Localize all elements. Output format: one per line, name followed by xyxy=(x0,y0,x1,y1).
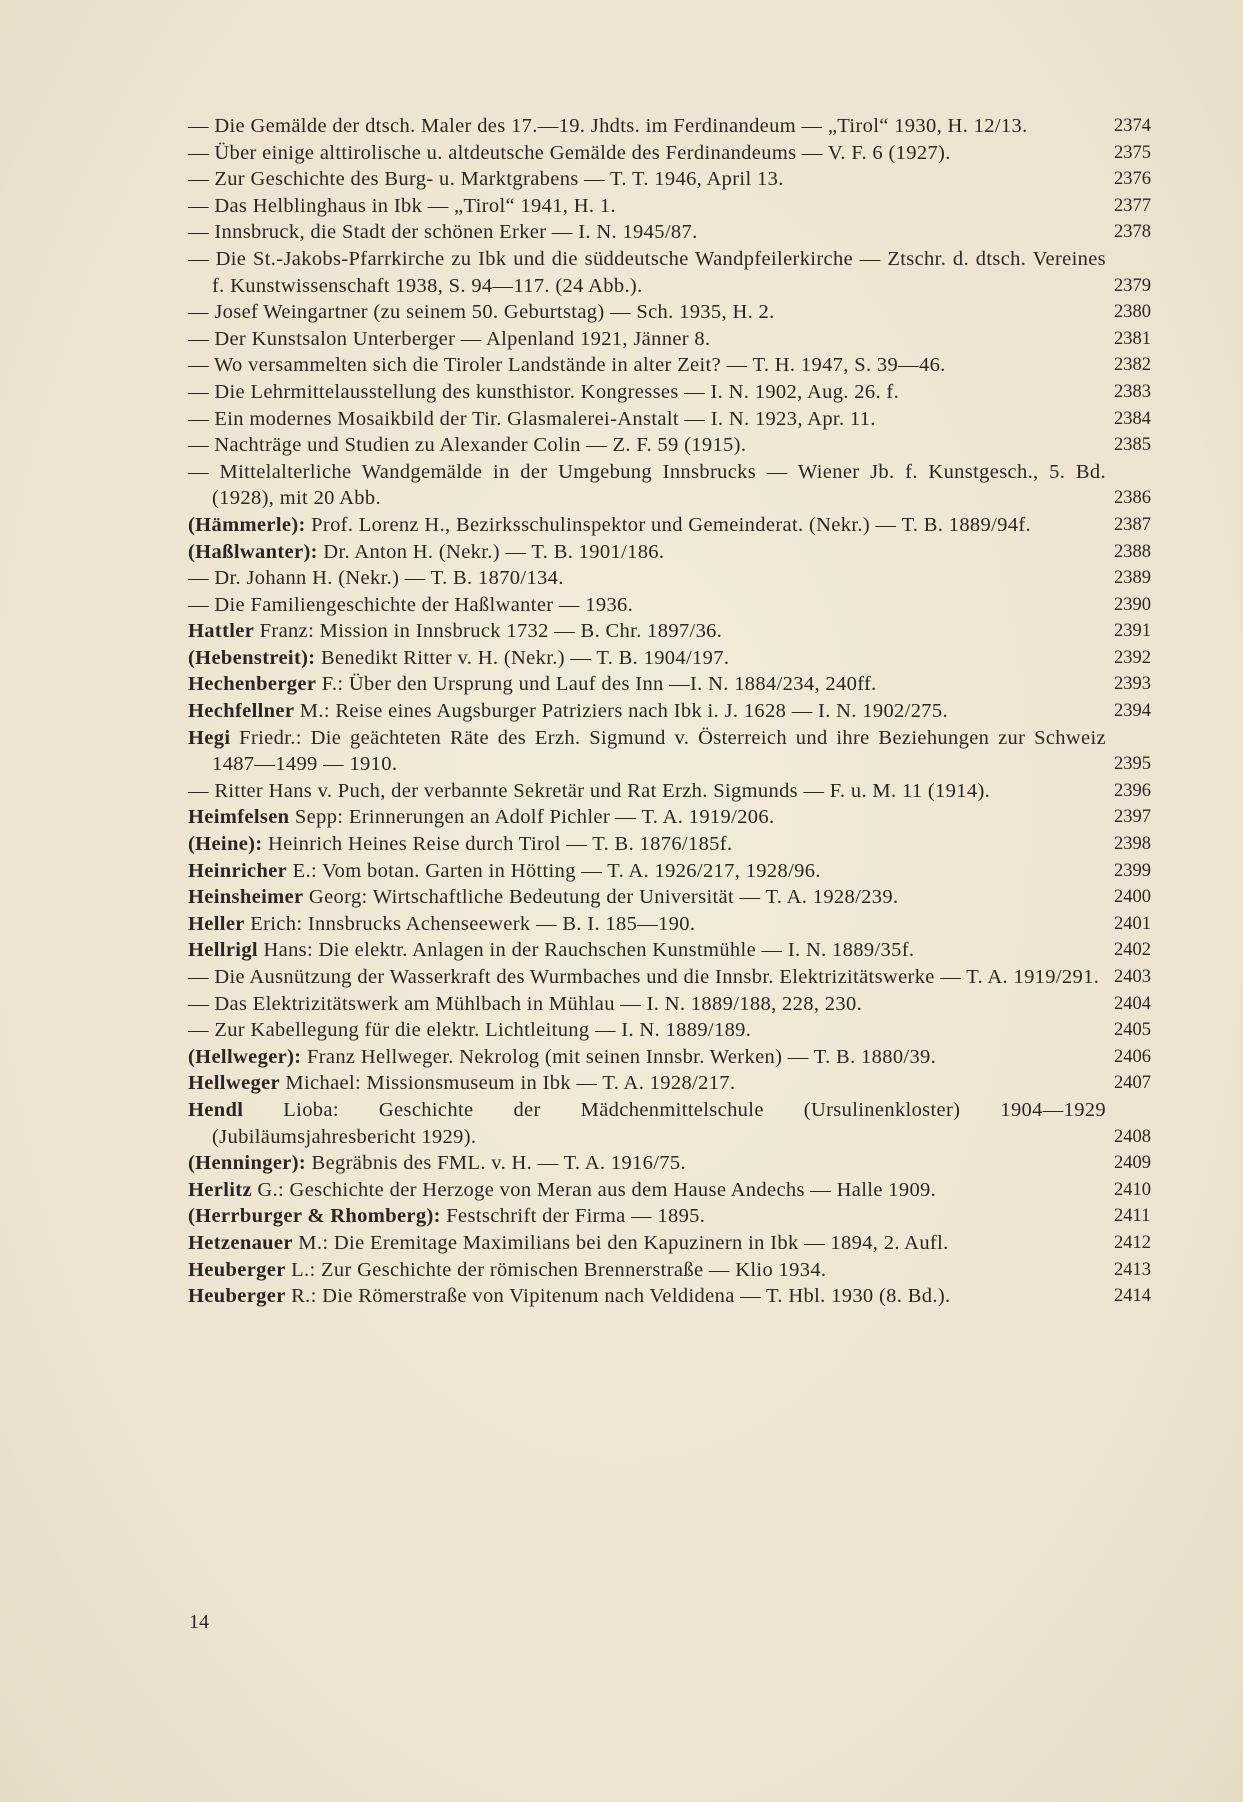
entry-number: 2390 xyxy=(1114,594,1151,615)
entry-body xyxy=(188,1230,1106,1257)
entry-body xyxy=(188,1070,1106,1097)
bibliography-entry xyxy=(188,778,1184,805)
entry-body xyxy=(188,645,1106,672)
entry-author: Hellrigl xyxy=(188,939,258,962)
entry-number: 2400 xyxy=(1114,887,1151,908)
bibliography-entry xyxy=(188,140,1184,167)
entry-number: 2394 xyxy=(1114,701,1151,722)
entry-author: (Hellweger): xyxy=(188,1045,302,1068)
entry-body xyxy=(188,1177,1106,1204)
entry-number: 2401 xyxy=(1114,913,1151,934)
bibliography-entry xyxy=(188,804,1184,831)
entry-number: 2375 xyxy=(1114,142,1151,163)
entry-text: G.: Geschichte der Herzoge von Meran aus dem Hause Andechs — Halle 1909. xyxy=(251,1178,937,1201)
entry-author: Heinricher xyxy=(188,859,288,882)
entry-number: 2413 xyxy=(1114,1259,1151,1280)
entry-text: L.: Zur Geschichte der römischen Brennerstraße — Klio 1934. xyxy=(285,1258,827,1281)
entry-text: Lioba: Geschichte der Mädchenmittelschule (Ursulinenkloster) 1904—1929 (Jubiläumsjahresbericht 1929). xyxy=(212,1098,1106,1148)
entry-number: 2389 xyxy=(1114,568,1151,589)
entry-text: — Die St.-Jakobs-Pfarrkirche zu Ibk und die süddeutsche Wandpfeilerkirche — Ztschr. d. dtsch. Vereines f. Kunstwissenschaft 1938, S. 94—117. (24 Abb.). xyxy=(188,247,1106,297)
entry-number: 2387 xyxy=(1114,514,1151,535)
entry-number: 2395 xyxy=(1114,754,1151,775)
entry-author: (Henninger): xyxy=(188,1152,307,1175)
entry-body xyxy=(188,565,1106,592)
entry-number: 2383 xyxy=(1114,381,1151,402)
entry-number: 2382 xyxy=(1114,355,1151,376)
bibliography-entry xyxy=(188,884,1184,911)
entry-author: Herlitz xyxy=(188,1178,252,1201)
entry-number: 2406 xyxy=(1114,1046,1151,1067)
bibliography-entry xyxy=(188,326,1184,353)
entry-body xyxy=(188,964,1106,991)
entry-number: 2374 xyxy=(1114,116,1151,136)
entry-number: 2405 xyxy=(1114,1020,1151,1041)
entry-body xyxy=(188,1150,1106,1177)
bibliography-entry xyxy=(188,1017,1184,1044)
entry-text: M.: Die Eremitage Maximilians bei den Kapuzinern in Ibk — 1894, 2. Aufl. xyxy=(292,1231,949,1254)
entry-text: R.: Die Römerstraße von Vipitenum nach Veldidena — T. Hbl. 1930 (8. Bd.). xyxy=(285,1285,951,1308)
entry-text: Erich: Innsbrucks Achenseewerk — B. I. 185—190. xyxy=(244,912,696,935)
entry-author: (Haßlwanter): xyxy=(188,540,318,563)
bibliography-entry xyxy=(188,1203,1184,1230)
bibliography-entry xyxy=(188,113,1184,140)
entry-number: 2409 xyxy=(1114,1153,1151,1174)
bibliography-entry xyxy=(188,539,1184,566)
entry-text: — Ein modernes Mosaikbild der Tir. Glasmalerei-Anstalt — I. N. 1923, Apr. 11. xyxy=(188,407,876,430)
bibliography-entry xyxy=(188,618,1184,645)
entry-text: — Dr. Johann H. (Nekr.) — T. B. 1870/134. xyxy=(188,567,564,590)
entry-text: — Zur Kabellegung für die elektr. Lichtleitung — I. N. 1889/189. xyxy=(188,1019,752,1042)
bibliography-entry xyxy=(188,1044,1184,1071)
entry-number: 2384 xyxy=(1114,408,1151,429)
entry-text: — Josef Weingartner (zu seinem 50. Geburtstag) — Sch. 1935, H. 2. xyxy=(188,301,775,324)
entry-number: 2378 xyxy=(1114,222,1151,243)
bibliography-entry xyxy=(188,406,1184,433)
entry-text: Dr. Anton H. (Nekr.) — T. B. 1901/186. xyxy=(317,540,665,563)
bibliography-entry xyxy=(188,1097,1184,1150)
entry-body xyxy=(188,1044,1106,1071)
bibliography-entry xyxy=(188,1283,1184,1310)
entry-number: 2379 xyxy=(1114,275,1151,296)
entry-text: Friedr.: Die geächteten Räte des Erzh. Sigmund v. Österreich und ihre Beziehungen zur Schweiz 1487—1499 — 1910. xyxy=(212,726,1106,776)
entry-text: — Das Helblinghaus in Ibk — „Tirol“ 1941, H. 1. xyxy=(188,194,616,217)
bibliography-list xyxy=(188,113,1184,1310)
bibliography-entry xyxy=(188,858,1184,885)
entry-text: Heinrich Heines Reise durch Tirol — T. B. 1876/185f. xyxy=(262,833,733,856)
page-number: 14 xyxy=(189,1611,209,1633)
entry-number: 2408 xyxy=(1114,1126,1151,1147)
entry-text: — Die Gemälde der dtsch. Maler des 17.—19. Jhdts. im Ferdinandeum — „Tirol“ 1930, H. 12/13. xyxy=(188,115,1028,137)
bibliography-entry xyxy=(188,1150,1184,1177)
entry-text: — Die Lehrmittelausstellung des kunsthistor. Kongresses — I. N. 1902, Aug. 26. f. xyxy=(188,380,900,403)
entry-body xyxy=(188,219,1106,246)
entry-body xyxy=(188,299,1106,326)
entry-number: 2393 xyxy=(1114,674,1151,695)
entry-text: Festschrift der Firma — 1895. xyxy=(440,1205,706,1228)
entry-text: — Der Kunstsalon Unterberger — Alpenland 1921, Jänner 8. xyxy=(188,327,711,350)
entry-text: Hans: Die elektr. Anlagen in der Rauchschen Kunstmühle — I. N. 1889/35f. xyxy=(257,939,915,962)
entry-body xyxy=(188,459,1106,512)
entry-text: — Mittelalterliche Wandgemälde in der Umgebung Innsbrucks — Wiener Jb. f. Kunstgesch., 5. Bd. (1928), mit 20 Abb. xyxy=(188,460,1106,510)
bibliography-entry xyxy=(188,1177,1184,1204)
bibliography-entry xyxy=(188,512,1184,539)
entry-text: — Innsbruck, die Stadt der schönen Erker — I. N. 1945/87. xyxy=(188,221,698,244)
entry-author: Hellweger xyxy=(188,1072,280,1095)
entry-number: 2397 xyxy=(1114,807,1151,828)
bibliography-entry xyxy=(188,432,1184,459)
entry-body xyxy=(188,140,1106,167)
entry-body xyxy=(188,1203,1106,1230)
entry-body xyxy=(188,512,1106,539)
entry-body xyxy=(188,1257,1106,1284)
entry-body xyxy=(188,1283,1106,1310)
entry-number: 2402 xyxy=(1114,940,1151,961)
entry-body xyxy=(188,991,1106,1018)
entry-body xyxy=(188,1097,1106,1150)
entry-body xyxy=(188,406,1106,433)
entry-number: 2386 xyxy=(1114,488,1151,509)
entry-author: Hattler xyxy=(188,620,255,643)
entry-text: — Zur Geschichte des Burg- u. Marktgrabens — T. T. 1946, April 13. xyxy=(188,168,784,191)
bibliography-entry xyxy=(188,1257,1184,1284)
entry-text: — Über einige alttirolische u. altdeutsche Gemälde des Ferdinandeums — V. F. 6 (1927). xyxy=(188,141,951,164)
bibliography-entry xyxy=(188,645,1184,672)
bibliography-entry xyxy=(188,565,1184,592)
bibliography-entry xyxy=(188,725,1184,778)
entry-body xyxy=(188,246,1106,299)
entry-number: 2381 xyxy=(1114,328,1151,349)
entry-body xyxy=(188,326,1106,353)
entry-number: 2398 xyxy=(1114,834,1151,855)
entry-text: Franz: Mission in Innsbruck 1732 — B. Chr. 1897/36. xyxy=(254,620,723,643)
entry-number: 2380 xyxy=(1114,302,1151,323)
entry-text: Georg: Wirtschaftliche Bedeutung der Universität — T. A. 1928/239. xyxy=(303,886,899,909)
entry-text: — Die Familiengeschichte der Haßlwanter — 1936. xyxy=(188,593,634,616)
entry-author: Heuberger xyxy=(188,1258,286,1281)
entry-body xyxy=(188,618,1106,645)
entry-text: Michael: Missionsmuseum in Ibk — T. A. 1928/217. xyxy=(279,1072,736,1095)
bibliography-entry xyxy=(188,964,1184,991)
bibliography-entry xyxy=(188,1230,1184,1257)
entry-author: (Herrburger & Rhomberg): xyxy=(188,1205,441,1228)
entry-text: F.: Über den Ursprung und Lauf des Inn —I. N. 1884/234, 240ff. xyxy=(316,673,877,696)
entry-number: 2385 xyxy=(1114,435,1151,456)
entry-number: 2388 xyxy=(1114,541,1151,562)
entry-body xyxy=(188,379,1106,406)
entry-text: — Nachträge und Studien zu Alexander Colin — Z. F. 59 (1915). xyxy=(188,434,747,457)
entry-author: Heuberger xyxy=(188,1285,286,1308)
entry-text: M.: Reise eines Augsburger Patriziers nach Ibk i. J. 1628 — I. N. 1902/275. xyxy=(294,700,948,723)
entry-body xyxy=(188,592,1106,619)
bibliography-entry xyxy=(188,831,1184,858)
entry-author: Hetzenauer xyxy=(188,1231,293,1254)
entry-author: (Hämmerle): xyxy=(188,513,306,536)
entry-number: 2404 xyxy=(1114,993,1151,1014)
entry-text: Prof. Lorenz H., Bezirksschulinspektor und Gemeinderat. (Nekr.) — T. B. 1889/94f. xyxy=(305,513,1032,536)
entry-number: 2377 xyxy=(1114,195,1151,216)
entry-number: 2414 xyxy=(1114,1286,1151,1307)
entry-body xyxy=(188,193,1106,220)
entry-body xyxy=(188,858,1106,885)
entry-text: — Die Ausnützung der Wasserkraft des Wurmbaches und die Innsbr. Elektrizitätswerke — T. A. 1919/291. xyxy=(188,966,1100,988)
bibliography-entry xyxy=(188,352,1184,379)
entry-body xyxy=(188,352,1106,379)
entry-body xyxy=(188,884,1106,911)
entry-text: — Ritter Hans v. Puch, der verbannte Sekretär und Rat Erzh. Sigmunds — F. u. M. 11 (1914). xyxy=(188,779,991,802)
bibliography-entry xyxy=(188,193,1184,220)
entry-body xyxy=(188,539,1106,566)
entry-number: 2407 xyxy=(1114,1073,1151,1094)
entry-author: Hechfellner xyxy=(188,700,295,723)
entry-number: 2391 xyxy=(1114,621,1151,642)
entry-body xyxy=(188,1017,1106,1044)
entry-number: 2392 xyxy=(1114,647,1151,668)
entry-text: Franz Hellweger. Nekrolog (mit seinen Innsbr. Werken) — T. B. 1880/39. xyxy=(301,1045,937,1068)
entry-text: — Wo versammelten sich die Tiroler Landstände in alter Zeit? — T. H. 1947, S. 39—46. xyxy=(188,354,946,377)
entry-author: (Hebenstreit): xyxy=(188,646,316,669)
entry-author: Hegi xyxy=(188,726,231,749)
bibliography-entry xyxy=(188,991,1184,1018)
entry-number: 2376 xyxy=(1114,169,1151,190)
bibliography-entry xyxy=(188,379,1184,406)
entry-author: Hechenberger xyxy=(188,673,317,696)
entry-number: 2412 xyxy=(1114,1232,1151,1253)
entry-number: 2410 xyxy=(1114,1179,1151,1200)
entry-number: 2399 xyxy=(1114,860,1151,881)
entry-body xyxy=(188,698,1106,725)
bibliography-entry xyxy=(188,937,1184,964)
entry-body xyxy=(188,911,1106,938)
entry-number: 2403 xyxy=(1114,967,1151,987)
bibliography-entry xyxy=(188,1070,1184,1097)
entry-text: E.: Vom botan. Garten in Hötting — T. A. 1926/217, 1928/96. xyxy=(287,859,821,882)
entry-body xyxy=(188,937,1106,964)
entry-author: (Heine): xyxy=(188,833,263,856)
entry-text: Sepp: Erinnerungen an Adolf Pichler — T. A. 1919/206. xyxy=(289,806,775,829)
bibliography-entry xyxy=(188,219,1184,246)
entry-text: Benedikt Ritter v. H. (Nekr.) — T. B. 1904/197. xyxy=(315,646,730,669)
entry-body xyxy=(188,671,1106,698)
entry-body xyxy=(188,113,1106,140)
entry-number: 2396 xyxy=(1114,780,1151,801)
entry-text: — Das Elektrizitätswerk am Mühlbach in Mühlau — I. N. 1889/188, 228, 230. xyxy=(188,992,863,1015)
entry-author: Hendl xyxy=(188,1098,244,1121)
bibliography-entry xyxy=(188,299,1184,326)
entry-body xyxy=(188,432,1106,459)
bibliography-entry xyxy=(188,698,1184,725)
bibliography-entry xyxy=(188,911,1184,938)
entry-body xyxy=(188,725,1106,778)
bibliography-entry xyxy=(188,459,1184,512)
entry-text: Begräbnis des FML. v. H. — T. A. 1916/75. xyxy=(306,1152,686,1175)
bibliography-entry xyxy=(188,166,1184,193)
entry-body xyxy=(188,804,1106,831)
entry-body xyxy=(188,831,1106,858)
entry-body xyxy=(188,778,1106,805)
entry-author: Heimfelsen xyxy=(188,806,290,829)
entry-body xyxy=(188,166,1106,193)
bibliography-entry xyxy=(188,246,1184,299)
entry-number: 2411 xyxy=(1114,1206,1151,1227)
entry-author: Heller xyxy=(188,912,245,935)
bibliography-entry xyxy=(188,592,1184,619)
bibliography-entry xyxy=(188,671,1184,698)
entry-author: Heinsheimer xyxy=(188,886,304,909)
